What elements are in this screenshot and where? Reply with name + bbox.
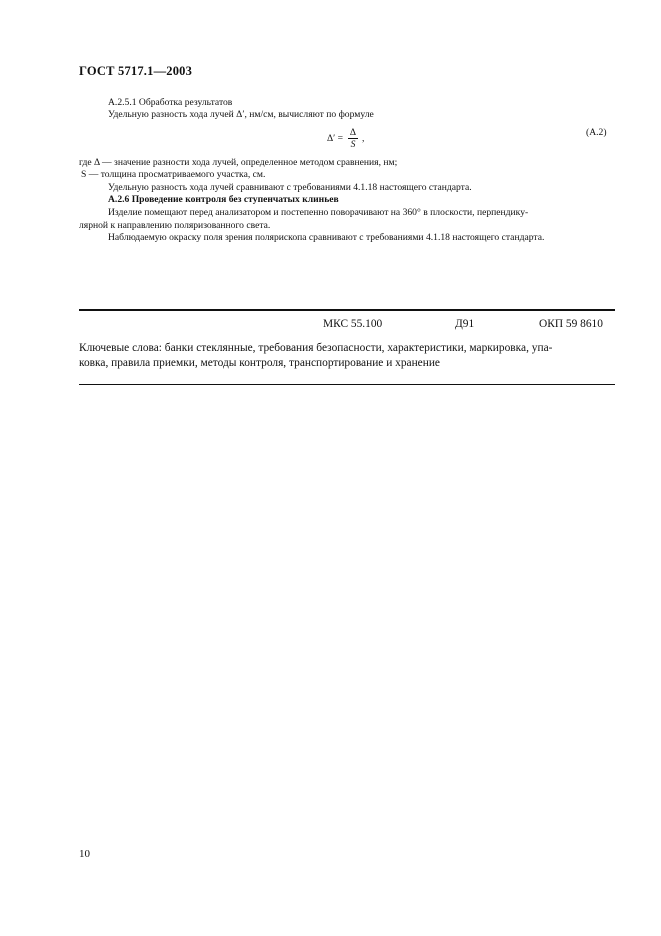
definition-delta: где Δ — значение разности хода лучей, определенное методом сравнения, нм; <box>79 157 398 168</box>
keywords-line2: ковка, правила приемки, методы контроля, транспортирование и хранение <box>79 357 440 369</box>
mks-code: МКС 55.100 <box>323 318 383 330</box>
formula-lhs: Δ′ = <box>327 133 344 144</box>
page-number: 10 <box>79 848 90 860</box>
top-divider <box>79 309 615 311</box>
section-a26-para1-line1: Изделие помещают перед анализатором и постепенно поворачивают на 360° в плоскости, перпендику- <box>108 207 529 218</box>
bottom-divider <box>79 384 615 385</box>
formula-numerator: Δ <box>349 127 357 138</box>
formula-denominator: S <box>350 139 356 150</box>
definition-s: S — толщина просматриваемого участка, см. <box>81 169 266 180</box>
section-a251-heading: А.2.5.1 Обработка результатов <box>108 97 233 108</box>
d-code: Д91 <box>455 318 475 330</box>
formula-number: (А.2) <box>586 127 607 138</box>
keywords-line1: Ключевые слова: банки стеклянные, требования безопасности, характеристики, маркировка, упа- <box>79 342 553 354</box>
formula-a2 <box>327 128 387 150</box>
document-header: ГОСТ 5717.1—2003 <box>79 64 193 78</box>
compare-text: Удельную разность хода лучей сравнивают с требованиями 4.1.18 настоящего стандарта. <box>108 182 472 193</box>
section-a26-heading: А.2.6 Проведение контроля без ступенчатых клиньев <box>108 194 339 205</box>
formula-fraction <box>347 128 359 150</box>
section-a26-para2: Наблюдаемую окраску поля зрения полярископа сравнивают с требованиями 4.1.18 настоящего стандарта. <box>108 232 545 243</box>
okp-code: ОКП 59 8610 <box>539 318 603 330</box>
formula-intro: Удельную разность хода лучей Δ′, нм/см, вычисляют по формуле <box>108 109 374 120</box>
formula-comma: , <box>362 133 365 144</box>
section-a26-para1-line2: лярной к направлению поляризованного света. <box>79 220 271 231</box>
